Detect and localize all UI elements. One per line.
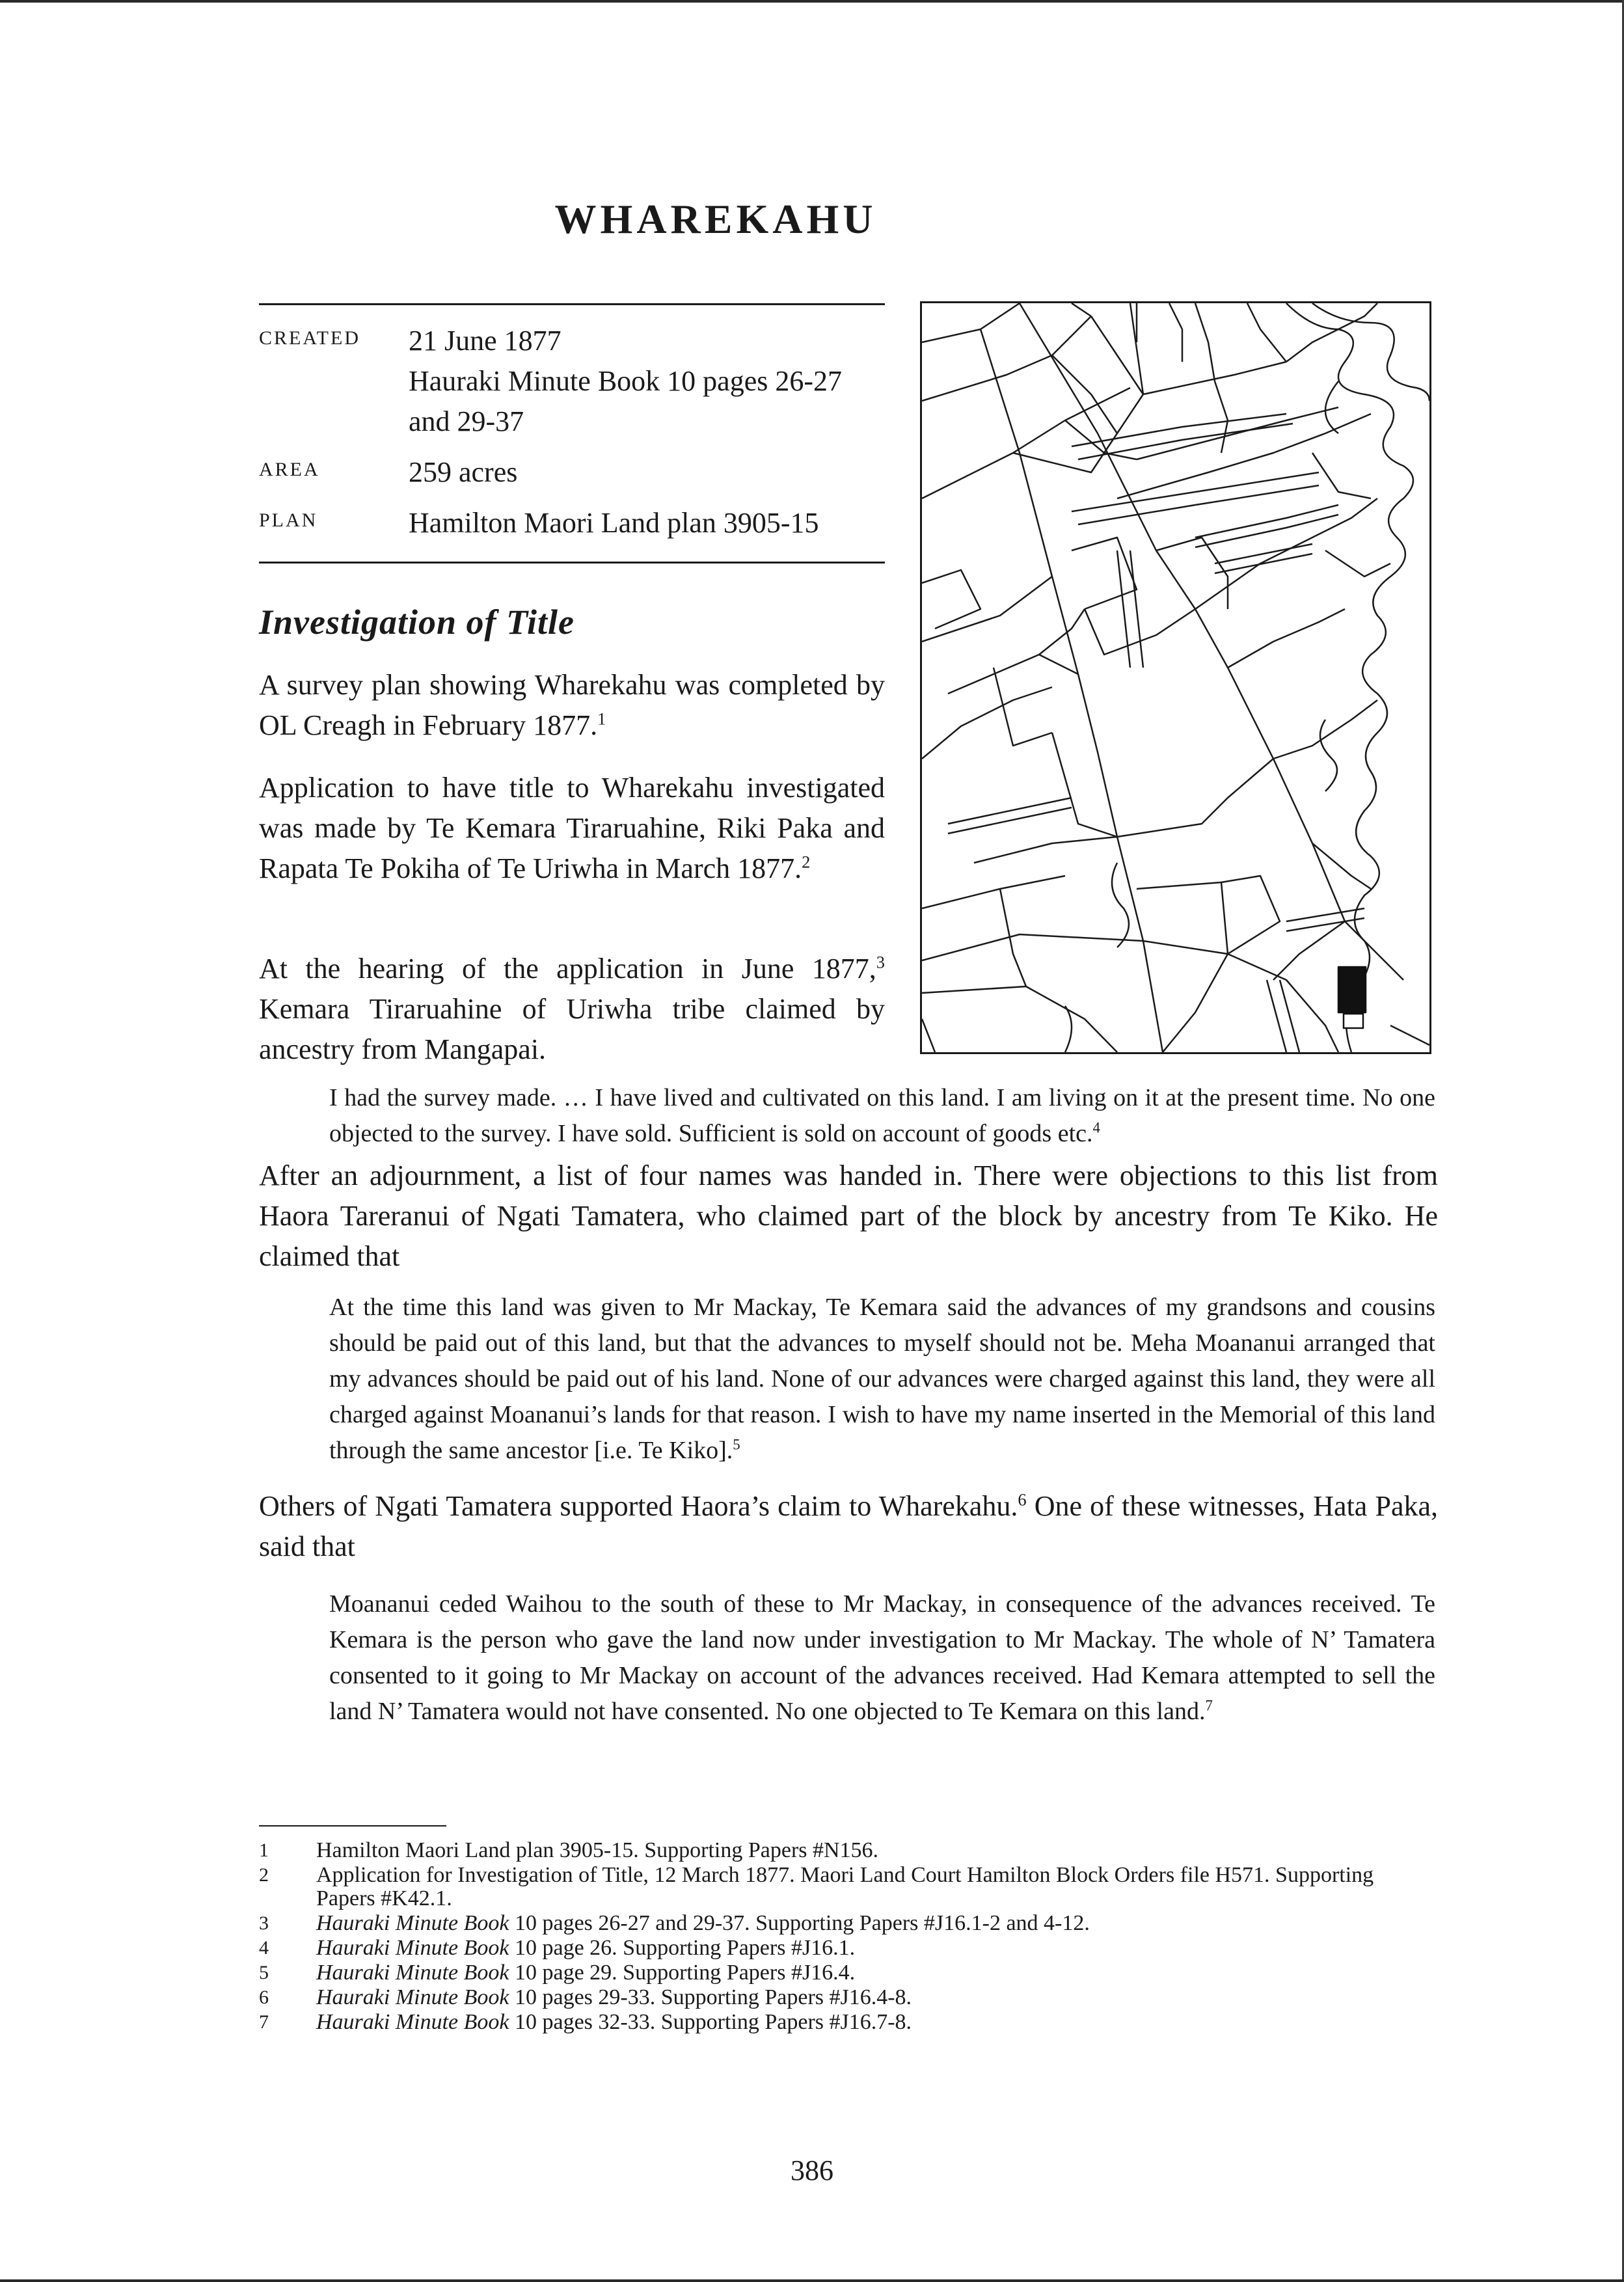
quote-text: Moananui ceded Waihou to the south of these to Mr Mackay, in consequence of the advances received. Te Kemara is the person who gave the land now under investigation to Mr Mackay. The whole of N’ Tamatera consented to it going to Mr Mackay on account of the advances received. Had Kemara attempted to sell the land N’ Tamatera would not have consented. No one objected to Te Kemara on this land.: [329, 1590, 1435, 1725]
footnote: [259, 1986, 1438, 2009]
body-paragraph: [259, 665, 885, 746]
footnote: [259, 2011, 1438, 2034]
footnote-body: 10 pages 26-27 and 29-37. Supporting Papers #J16.1-2 and 4-12.: [509, 1911, 1090, 1935]
footnote-body: 10 page 29. Supporting Papers #J16.4.: [509, 1961, 856, 1985]
quote-text: At the time this land was given to Mr Mackay, Te Kemara said the advances of my grandsons and cousins should be paid out of this land, but that the advances to myself should not be. Meha Moananui arranged that my advances should be paid out of his land. None of our advances were charged against this land, they were all charged against Moananui’s lands for that reason. I wish to have my name inserted in the Memorial of this land through the same ancestor [i.e. Te Kiko].: [329, 1294, 1435, 1464]
metadata-block: [259, 303, 885, 564]
paragraph-text: Kemara Tiraruahine of Uriwha tribe claimed by ancestry from Mangapai.: [259, 993, 885, 1065]
footnote-number: 3: [259, 1912, 269, 1934]
footnote-number: 6: [259, 1987, 269, 2008]
metadata-row-created: [259, 321, 885, 452]
paragraph-text: After an adjournment, a list of four names was handed in. There were objections to this list from Haora Tareranui of Ngati Tamatera, who claimed part of the block by ancestry from Te Kiko. He claimed that: [259, 1160, 1438, 1272]
footnote: [259, 1961, 1438, 1985]
page-number: 386: [791, 2154, 833, 2186]
footnote-text: [316, 1936, 1438, 1960]
page-title: WHAREKAHU: [554, 196, 877, 242]
footnote-number: 4: [259, 1937, 269, 1959]
paragraph-text: A survey plan showing Wharekahu was completed by OL Creagh in February 1877.: [259, 669, 885, 741]
metadata-line: 259 acres: [409, 456, 518, 488]
footnote-rule: [259, 1825, 446, 1827]
map-boundary-lines: [922, 303, 1403, 1052]
metadata-line: 21 June 1877: [409, 325, 562, 357]
footnote-ref: 5: [733, 1436, 740, 1453]
survey-map: [920, 301, 1431, 1054]
metadata-bottom-rule: [259, 562, 885, 564]
metadata-value: [409, 503, 885, 554]
footnote-number: 1: [259, 1840, 269, 1861]
block-quote: [329, 1586, 1435, 1730]
footnote-ref: 4: [1092, 1119, 1100, 1136]
footnote-italic: Hauraki Minute Book: [316, 1961, 509, 1985]
footnote: [259, 1839, 1438, 1862]
footnote-text: [316, 1864, 1438, 1910]
footnote-number: 7: [259, 2011, 269, 2033]
footnote-italic: Hauraki Minute Book: [316, 2010, 509, 2034]
footnote-italic: Hauraki Minute Book: [316, 1936, 509, 1960]
metadata-value: [409, 321, 885, 452]
metadata-row-plan: [259, 503, 885, 554]
footnote-body: Application for Investigation of Title, 12 March 1877. Maori Land Court Hamilton Block Orders file H571. Supporting Papers #K42.1.: [316, 1863, 1374, 1910]
footnote: [259, 1936, 1438, 1960]
block-quote: [329, 1290, 1435, 1469]
metadata-label: CREATED: [259, 327, 360, 349]
metadata-value: [409, 452, 885, 503]
metadata-line: Hamilton Maori Land plan 3905-15: [409, 507, 819, 539]
body-paragraph: [259, 1156, 1438, 1277]
footnote-ref: 6: [1018, 1489, 1027, 1510]
paragraph-text: Others of Ngati Tamatera supported Haora’s claim to Wharekahu.: [259, 1490, 1018, 1522]
footnote-body: 10 page 26. Supporting Papers #J16.1.: [509, 1936, 856, 1960]
paragraph-text: Application to have title to Wharekahu investigated was made by Te Kemara Tiraruahine, Riki Paka and Rapata Te Pokiha of Te Uriwha in March 1877.: [259, 772, 885, 884]
metadata-table: [259, 321, 885, 554]
section-heading: Investigation of Title: [259, 603, 575, 642]
footnote-body: Hamilton Maori Land plan 3905-15. Supporting Papers #N156.: [316, 1838, 879, 1862]
metadata-label: PLAN: [259, 509, 318, 531]
metadata-line: Hauraki Minute Book 10 pages 26-27: [409, 365, 842, 397]
paragraph-text: One of these witnesses, Hata Paka, said that: [259, 1490, 1439, 1562]
footnote-ref: 7: [1205, 1697, 1213, 1714]
body-paragraph: [259, 949, 885, 1070]
metadata-row-area: [259, 452, 885, 503]
metadata-line: and 29-37: [409, 405, 524, 437]
metadata-label: AREA: [259, 459, 320, 480]
page-top-border: [0, 0, 1624, 3]
footnote-number: 5: [259, 1962, 269, 1983]
footnote: [259, 1864, 1438, 1910]
page-bottom-border: [0, 2279, 1624, 2282]
footnote-text: [316, 1839, 1438, 1862]
footnote-body: 10 pages 32-33. Supporting Papers #J16.7-8.: [509, 2010, 912, 2034]
footnote-italic: Hauraki Minute Book: [316, 1911, 509, 1935]
map-highlighted-parcel: [1338, 967, 1366, 1012]
footnote-ref: 3: [876, 952, 885, 972]
footnote-italic: Hauraki Minute Book: [316, 1985, 509, 2009]
footnote-text: [316, 1986, 1438, 2009]
footnotes: [259, 1839, 1438, 2035]
footnote-number: 2: [259, 1864, 269, 1886]
metadata-top-rule: [259, 303, 885, 305]
quote-text: I had the survey made. … I have lived and cultivated on this land. I am living on it at the present time. No one objected to the survey. I have sold. Sufficient is sold on account of goods etc.: [329, 1084, 1435, 1147]
body-paragraph: [259, 768, 885, 889]
footnote-text: [316, 1961, 1438, 1985]
body-paragraph: [259, 1486, 1438, 1567]
footnote: [259, 1912, 1438, 1935]
map-parcel-below-highlight: [1344, 1014, 1363, 1028]
footnote-ref: 1: [597, 709, 606, 729]
block-quote: [329, 1080, 1435, 1152]
paragraph-text: At the hearing of the application in June 1877,: [259, 953, 876, 985]
footnote-text: [316, 2011, 1438, 2034]
footnote-text: [316, 1912, 1438, 1935]
footnote-ref: 2: [802, 852, 811, 872]
footnote-body: 10 pages 29-33. Supporting Papers #J16.4-8.: [509, 1985, 912, 2009]
